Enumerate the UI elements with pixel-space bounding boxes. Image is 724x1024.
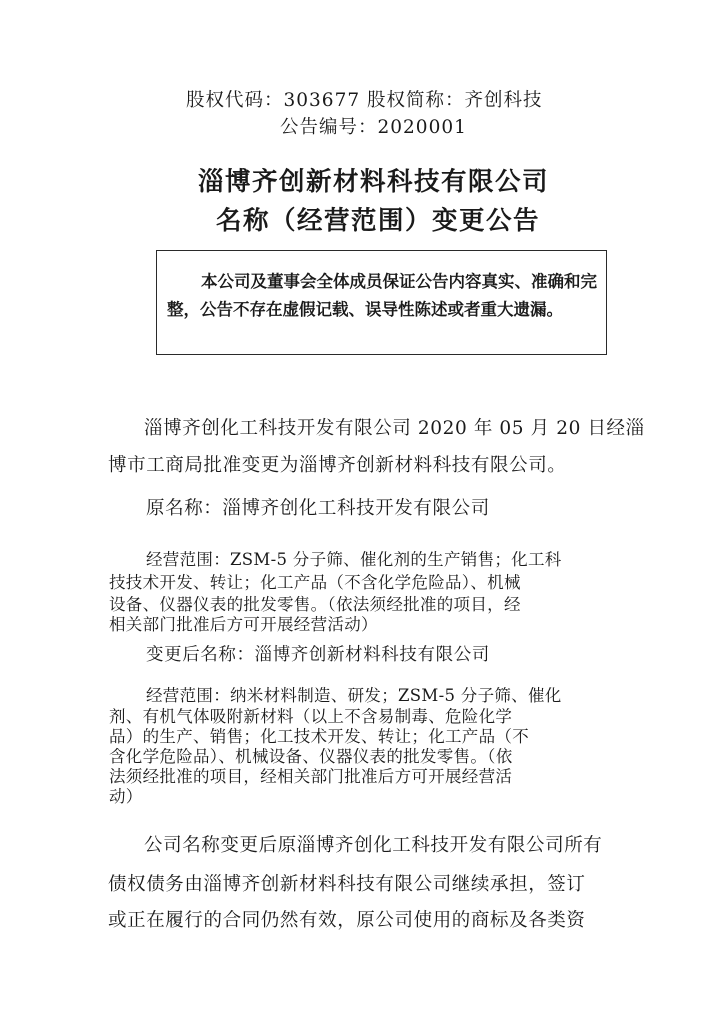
new-scope-line: 经营范围：纳米材料制造、研发；ZSM-5 分子筛、催化	[146, 686, 562, 705]
original-scope-line: 相关部门批准后方可开展经营活动）	[109, 615, 378, 634]
paragraph-line: 公司名称变更后原淄博齐创化工科技开发有限公司所有	[144, 835, 603, 856]
new-scope-line: 法须经批准的项目，经相关部门批准后方可开展经营活	[109, 767, 513, 786]
statement-box	[156, 250, 607, 355]
stock-code-line: 股权代码：303677 股权简称：齐创科技	[186, 90, 543, 111]
original-scope-line: 设备、仪器仪表的批发零售。（依法须经批准的项目，经	[109, 595, 521, 614]
new-name: 变更后名称：淄博齐创新材料科技有限公司	[146, 645, 490, 665]
original-scope-line: 技技术开发、转让；化工产品（不含化学危险品）、机械	[109, 573, 521, 592]
original-scope-line: 经营范围：ZSM-5 分子筛、催化剂的生产销售；化工科	[146, 550, 562, 569]
paragraph-line: 债权债务由淄博齐创新材料科技有限公司继续承担，签订	[108, 874, 586, 895]
new-scope-line: 剂、有机气体吸附新材料（以上不含易制毒、危险化学	[109, 707, 513, 726]
paragraph-line: 淄博齐创化工科技开发有限公司 2020 年 05 月 20 日经淄	[144, 418, 645, 439]
announcement-title: 名称（经营范围）变更公告	[216, 206, 541, 236]
notice-number: 公告编号：2020001	[280, 117, 467, 138]
statement-line-2: 整，公告不存在虚假记载、误导性陈述或者重大遗漏。	[167, 300, 563, 319]
new-scope-line: 品）的生产、销售；化工技术开发、转让；化工产品（不	[109, 727, 529, 746]
original-name: 原名称：淄博齐创化工科技开发有限公司	[146, 498, 490, 519]
paragraph-line: 博市工商局批准变更为淄博齐创新材料科技有限公司。	[108, 455, 567, 476]
new-scope-line: 含化学危险品）、机械设备、仪器仪表的批发零售。（依	[109, 747, 513, 766]
company-title: 淄博齐创新材料科技有限公司	[198, 167, 550, 197]
new-scope-line: 动）	[109, 787, 143, 806]
paragraph-line: 或正在履行的合同仍然有效，原公司使用的商标及各类资	[108, 910, 586, 931]
statement-line-1: 本公司及董事会全体成员保证公告内容真实、准确和完	[201, 272, 597, 291]
